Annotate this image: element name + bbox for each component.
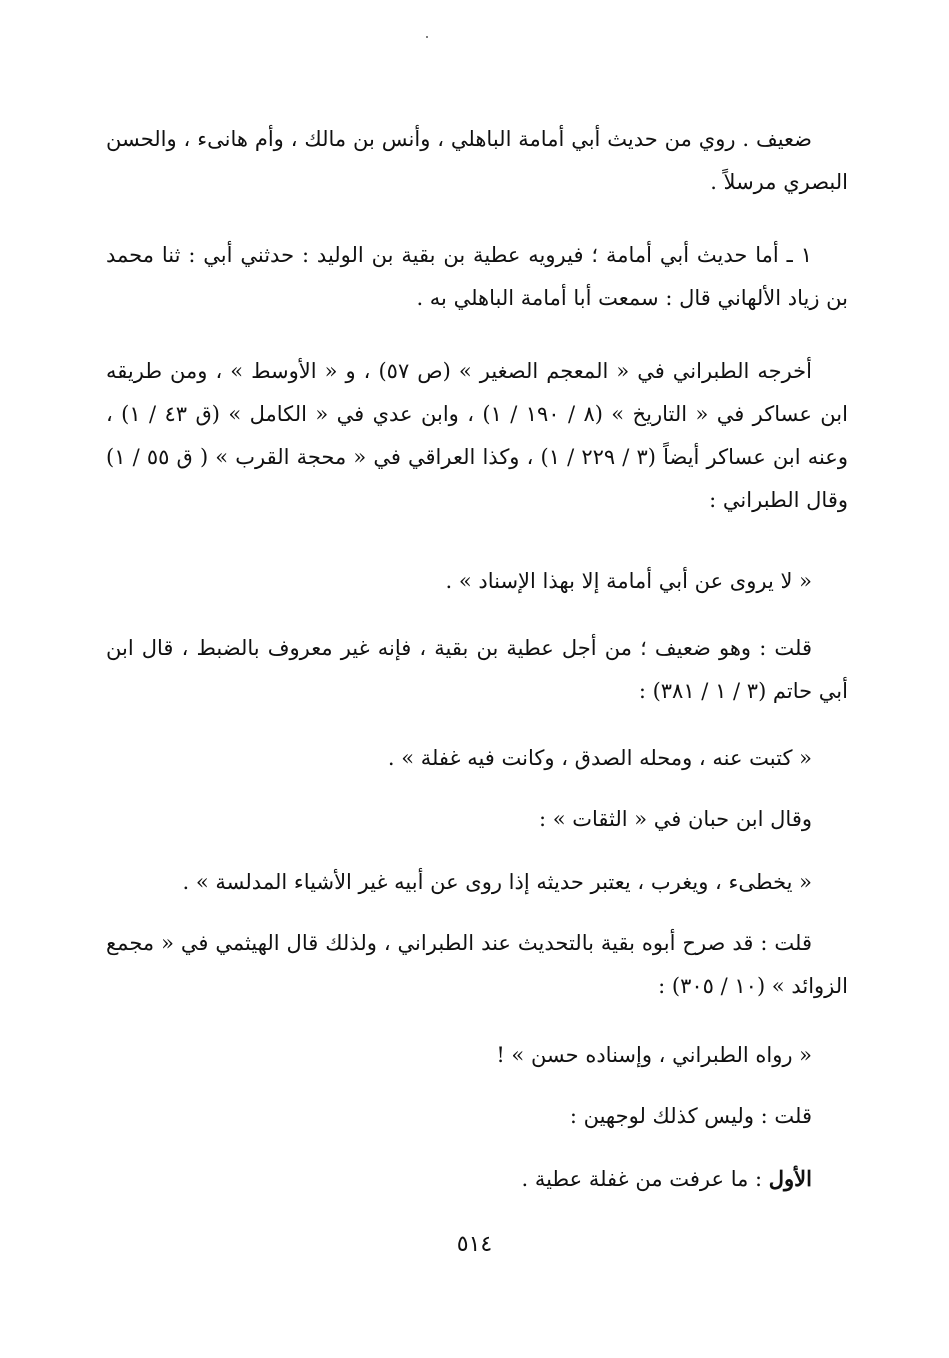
paragraph-text bbox=[106, 1157, 848, 1201]
point-rest-text: : ما عرفت من غفلة عطية . bbox=[521, 1167, 769, 1191]
paragraph-text: قلت : قد صرح أبوه بقية بالتحديث عند الطبراني ، ولذلك قال الهيثمي في « مجمع الزوائد » (١٠ / ٣٠٥) : bbox=[106, 931, 848, 998]
quotation-3 bbox=[106, 861, 848, 904]
paragraph-text: قلت : وليس كذلك لوجهين : bbox=[569, 1104, 812, 1128]
quotation-text: « يخطىء ، ويغرب ، يعتبر حديثه إذا روى عن أبيه غير الأشياء المدلسة » . bbox=[182, 870, 812, 894]
paragraph-text: ضعيف . روي من حديث أبي أمامة الباهلي ، وأنس بن مالك ، وأم هانىء ، والحسن البصري مرسلاً . bbox=[106, 127, 848, 194]
paragraph-text: أخرجه الطبراني في « المعجم الصغير » (ص ٥٧) ، و « الأوسط » ، ومن طريقه ابن عساكر في « التاريخ » (٨ / ١٩٠ / ١) ، وابن عدي في « الكامل » (ق ٤٣ / ١) ، وعنه ابن عساكر أيضاً (٣ / ٢٢٩ / ١) ، وكذا العراقي في « محجة القرب » ( ق ٥٥ / ١) وقال الطبراني : bbox=[106, 359, 848, 512]
paragraph-4 bbox=[106, 627, 848, 713]
paragraph-text: قلت : وهو ضعيف ؛ من أجل عطية بن بقية ، فإنه غير معروف بالضبط ، قال ابن أبي حاتم (٣ / ١ / ٣٨١) : bbox=[106, 636, 848, 703]
paragraph-3 bbox=[106, 350, 848, 522]
paragraph-6 bbox=[106, 922, 848, 1008]
quotation-text: « لا يروى عن أبي أمامة إلا بهذا الإسناد » . bbox=[445, 569, 812, 593]
quotation-1 bbox=[106, 560, 848, 603]
paragraph-1 bbox=[106, 118, 848, 204]
top-dot-mark bbox=[426, 36, 428, 38]
quotation-text: « كتبت عنه ، ومحله الصدق ، وكانت فيه غفلة » . bbox=[387, 746, 812, 770]
page-number: ٥١٤ bbox=[456, 1232, 493, 1257]
paragraph-2 bbox=[106, 234, 848, 320]
paragraph-5 bbox=[106, 798, 848, 841]
quotation-4 bbox=[106, 1034, 848, 1077]
paragraph-8 bbox=[106, 1157, 848, 1201]
point-lead-word: الأول bbox=[768, 1166, 812, 1191]
paragraph-text: وقال ابن حبان في « الثقات » : bbox=[538, 807, 812, 831]
paragraph-text: ١ ـ أما حديث أبي أمامة ؛ فيرويه عطية بن بقية بن الوليد : حدثني أبي : ثنا محمد بن زياد الألهاني قال : سمعت أبا أمامة الباهلي به . bbox=[106, 243, 848, 310]
quotation-text: « رواه الطبراني ، وإسناده حسن » ! bbox=[496, 1043, 812, 1067]
quotation-2 bbox=[106, 737, 848, 780]
paragraph-7 bbox=[106, 1095, 848, 1138]
